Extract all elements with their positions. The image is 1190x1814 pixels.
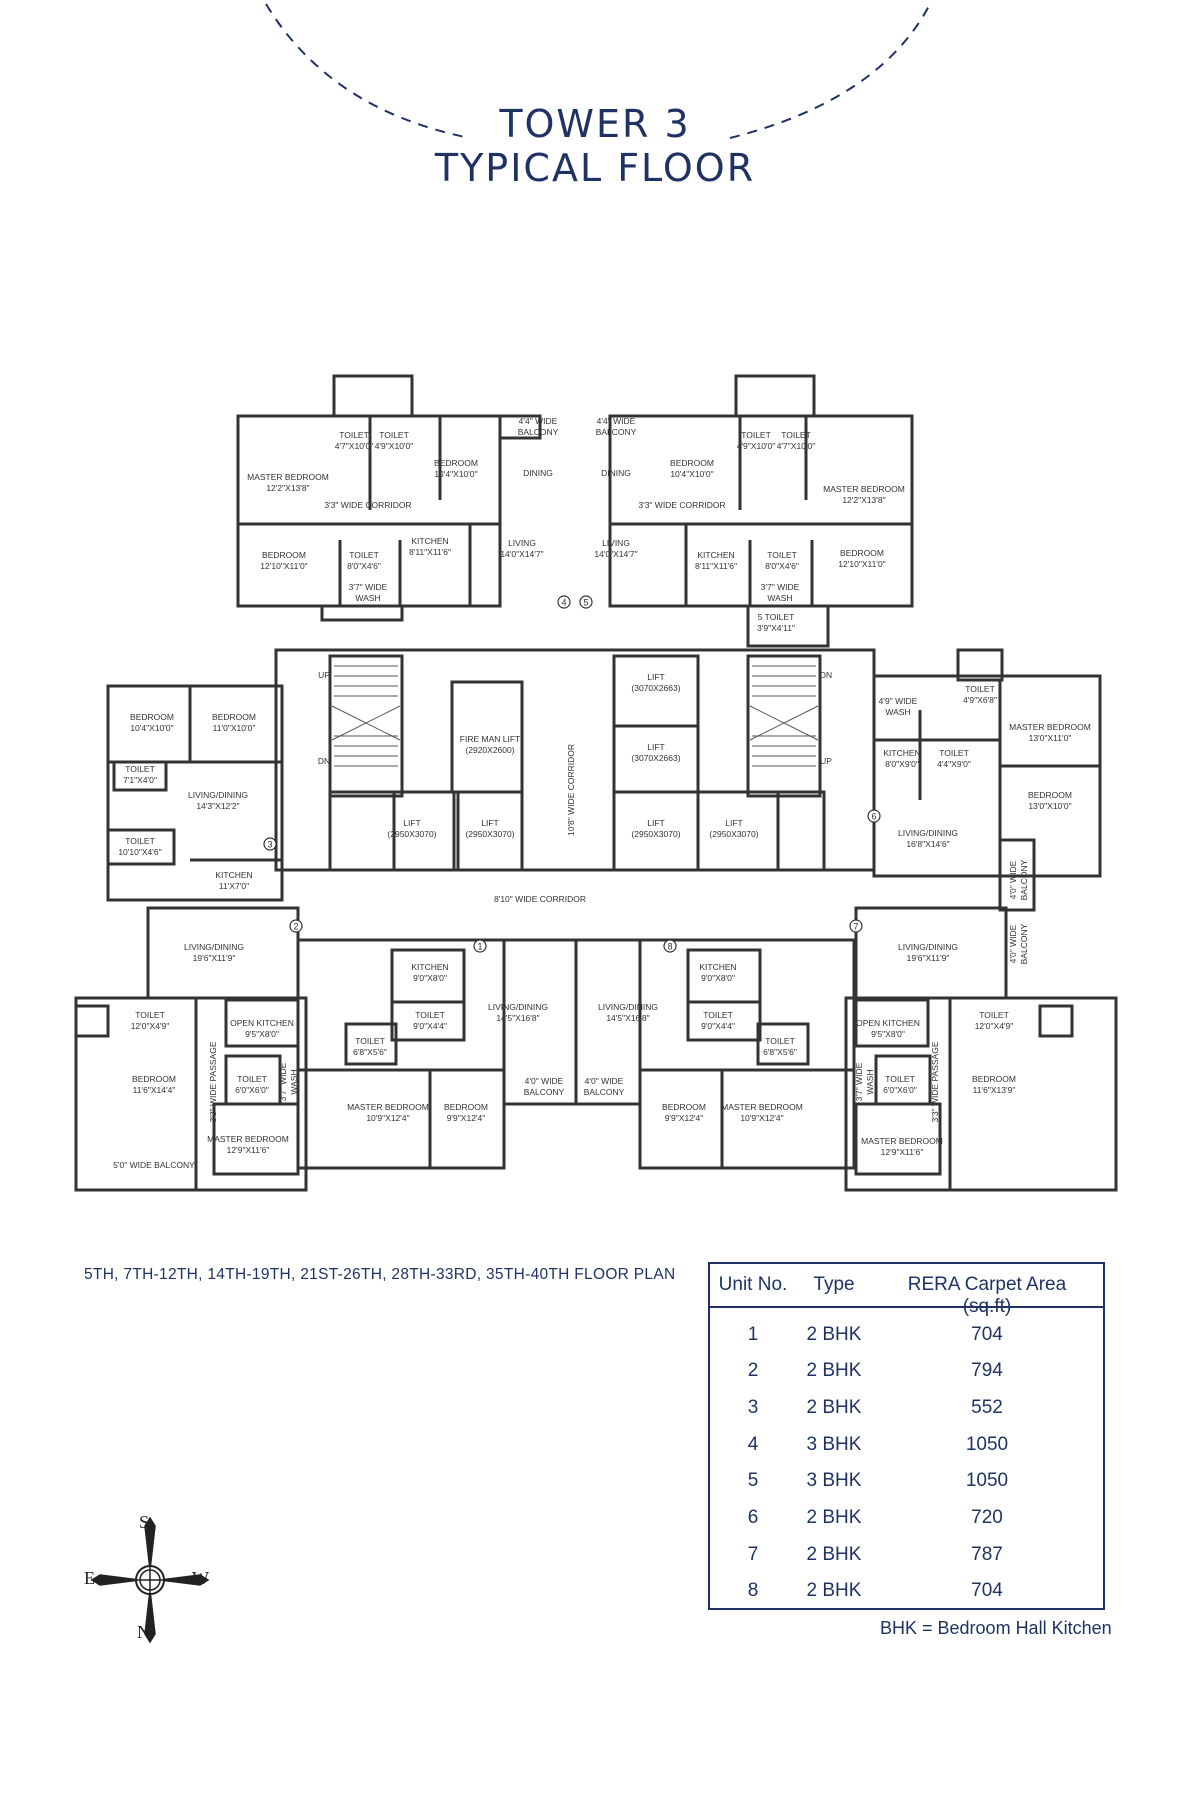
- wall-outlines: [76, 376, 1116, 1190]
- table-header: [710, 1264, 1103, 1317]
- room-label-u1-toilet1: TOILET 9'0"X4'4": [413, 1010, 447, 1031]
- cell-area: 552: [971, 1397, 1003, 1418]
- room-label-u4-master: MASTER BEDROOM 12'2"X13'8": [247, 472, 329, 493]
- unit-marker-8: 8: [667, 941, 673, 952]
- cell-unit: 5: [747, 1470, 759, 1491]
- unit-marker-4: 4: [561, 597, 567, 608]
- col-header-area: RERA Carpet Area (sq.ft): [907, 1274, 1067, 1317]
- cell-area: 787: [971, 1544, 1003, 1565]
- cell-area: 704: [971, 1580, 1003, 1601]
- room-label-core-up-l: UP: [318, 670, 330, 680]
- room-label-u8-master: MASTER BEDROOM 10'9"X12'4": [721, 1102, 803, 1123]
- cell-area: 794: [971, 1360, 1003, 1381]
- compass-right-label: W: [192, 1568, 209, 1588]
- room-label-u1-balcony: 4'0" WIDE BALCONY: [523, 1076, 565, 1097]
- unit-marker-5: 5: [583, 597, 589, 608]
- room-label-core-fireman: FIRE MAN LIFT (2920X2600): [459, 734, 521, 755]
- room-label-u6-living: LIVING/DINING 16'8"X14'6": [898, 828, 958, 849]
- room-label-u7-openkitchen: OPEN KITCHEN 9'5"X8'0": [856, 1018, 920, 1039]
- room-label-core-lift2: LIFT (2950X3070): [465, 818, 515, 839]
- room-label-u5-balcony: 4'4" WIDE BALCONY: [595, 416, 637, 437]
- col-header-unit: Unit No.: [718, 1274, 788, 1295]
- room-label-u5-bedroom1: BEDROOM 10'4"X10'0": [670, 458, 714, 479]
- compass-bottom-label: N: [137, 1622, 150, 1642]
- room-label-u6-toilet2: TOILET 4'4"X9'0": [937, 748, 971, 769]
- room-label-u8-toilet2: TOILET 6'8"X5'6": [763, 1036, 797, 1057]
- room-label-u6-wash: 4'9" WIDE WASH: [878, 696, 918, 717]
- cell-type: 2 BHK: [806, 1397, 862, 1418]
- room-label-core-lift5: LIFT (2950X3070): [631, 818, 681, 839]
- room-label-u4-kitchen: KITCHEN 8'11"X11'6": [408, 536, 452, 557]
- room-label-u5-kitchen: KITCHEN 8'11"X11'6": [694, 550, 738, 571]
- room-label-u8-toilet1: TOILET 9'0"X4'4": [701, 1010, 735, 1031]
- cell-type: 2 BHK: [806, 1544, 862, 1565]
- room-label-u5-living: LIVING 14'0"X14'7": [594, 538, 638, 559]
- floor-list-caption: 5TH, 7TH-12TH, 14TH-19TH, 21ST-26TH, 28TH-33RD, 35TH-40TH FLOOR PLAN: [84, 1266, 676, 1283]
- decorative-arc: [266, 4, 930, 138]
- room-label-u7-bedroom: BEDROOM 11'6"X13'9": [972, 1074, 1016, 1095]
- room-label-u6-kitchen: KITCHEN 8'0"X9'0": [883, 748, 921, 769]
- room-label-u5-dining: DINING: [601, 468, 631, 478]
- room-label-u2-bedroom: BEDROOM 11'6"X14'4": [132, 1074, 176, 1095]
- cell-unit: 8: [747, 1580, 759, 1601]
- table-row: [710, 1391, 1103, 1427]
- unit-marker-7: 7: [853, 921, 859, 932]
- unit-marker-3: 3: [267, 839, 273, 850]
- table-row: [710, 1574, 1103, 1610]
- room-label-u2-passage: 3'3" WIDE PASSAGE: [208, 1041, 218, 1123]
- col-header-type: Type: [813, 1274, 855, 1295]
- table-row: [710, 1318, 1103, 1354]
- room-label-u7-toilet1: TOILET 12'0"X4'9": [974, 1010, 1014, 1031]
- room-label-u2-balcony: 5'0" WIDE BALCONY: [113, 1160, 195, 1170]
- room-label-u8-kitchen: KITCHEN 9'0"X8'0": [699, 962, 737, 983]
- room-label-u6-toilet1: TOILET 4'9"X6'8": [963, 684, 997, 705]
- room-label-u7-balcony: 4'0" WIDEBALCONY: [1008, 923, 1029, 965]
- cell-unit: 6: [747, 1507, 759, 1528]
- room-label-core-lift4: LIFT (3070X2663): [631, 742, 681, 763]
- room-label-u1-master: MASTER BEDROOM 10'9"X12'4": [347, 1102, 429, 1123]
- room-label-u6-balcony: 4'0" WIDEBALCONY: [1008, 859, 1029, 901]
- room-label-u3-kitchen: KITCHEN 11'X7'0": [215, 870, 253, 891]
- cell-area: 720: [971, 1507, 1003, 1528]
- compass-top-label: S: [139, 1512, 150, 1532]
- room-label-u3-toilet2: TOILET 10'10"X4'6": [118, 836, 162, 857]
- room-label-u2-openkitchen: OPEN KITCHEN 9'5"X8'0": [230, 1018, 294, 1039]
- room-label-u5-toilet2: TOILET 4'7"X10'0": [776, 430, 816, 451]
- room-label-u4-living: LIVING 14'0"X14'7": [500, 538, 544, 559]
- room-label-u8-living: LIVING/DINING 14'5"X16'8": [598, 1002, 658, 1023]
- unit-marker-1: 1: [477, 941, 483, 952]
- room-label-u1-living: LIVING/DINING 14'5"X16'8": [488, 1002, 548, 1023]
- table-row: [710, 1464, 1103, 1500]
- cell-unit: 1: [747, 1324, 759, 1345]
- room-label-core-lift6: LIFT (2950X3070): [709, 818, 759, 839]
- room-label-u3-living: LIVING/DINING 14'3"X12'2": [188, 790, 248, 811]
- unit-marker-6: 6: [871, 811, 877, 822]
- room-label-u2-toilet1: TOILET 12'0"X4'9": [130, 1010, 170, 1031]
- room-label-u3-toilet1: TOILET 7'1"X4'0": [123, 764, 157, 785]
- room-label-core-dn-r: DN: [819, 670, 833, 680]
- room-label-u2-living: LIVING/DINING 19'6"X11'9": [184, 942, 244, 963]
- room-label-u7-passage: 3'3" WIDE PASSAGE: [930, 1041, 940, 1123]
- room-label-u3-bedroom1: BEDROOM 10'4"X10'0": [130, 712, 174, 733]
- room-label-u4-balcony: 4'4" WIDE BALCONY: [517, 416, 559, 437]
- room-label-u7-wash: 3'7" WIDEWASH: [854, 1062, 875, 1102]
- cell-type: 2 BHK: [806, 1324, 862, 1345]
- cell-unit: 3: [747, 1397, 759, 1418]
- compass-left-label: E: [84, 1568, 95, 1588]
- room-label-u7-toilet2: TOILET 6'0"X6'0": [883, 1074, 917, 1095]
- room-label-u5-toilet4: 5 TOILET 3'9"X4'11": [757, 612, 795, 633]
- room-label-u4-wash: 3'7" WIDE WASH: [348, 582, 388, 603]
- unit-marker-2: 2: [293, 921, 299, 932]
- room-label-u5-toilet3: TOILET 8'0"X4'6": [765, 550, 799, 571]
- cell-type: 3 BHK: [806, 1434, 862, 1455]
- room-label-u5-toilet1: TOILET 4'9"X10'0": [736, 430, 776, 451]
- room-label-core-corr-h: 8'10" WIDE CORRIDOR: [493, 894, 587, 904]
- room-label-u1-kitchen: KITCHEN 9'0"X8'0": [411, 962, 449, 983]
- room-label-u6-bedroom: BEDROOM 13'0"X10'0": [1028, 790, 1072, 811]
- table-row: [710, 1354, 1103, 1390]
- room-label-core-up-r: UP: [820, 756, 832, 766]
- room-label-u8-bedroom: BEDROOM 9'9"X12'4": [662, 1102, 706, 1123]
- cell-unit: 4: [747, 1434, 759, 1455]
- room-label-u6-master: MASTER BEDROOM 13'0"X11'0": [1009, 722, 1091, 743]
- table-row: [710, 1428, 1103, 1464]
- cell-type: 3 BHK: [806, 1470, 862, 1491]
- table-row: [710, 1501, 1103, 1537]
- room-label-u5-master: MASTER BEDROOM 12'2"X13'8": [823, 484, 905, 505]
- cell-unit: 7: [747, 1544, 759, 1565]
- plan-title-line2: TYPICAL FLOOR: [434, 146, 756, 190]
- room-label-u2-toilet2: TOILET 6'0"X6'0": [235, 1074, 269, 1095]
- room-label-u2-master: MASTER BEDROOM 12'9"X11'6": [207, 1134, 289, 1155]
- room-label-core-corr-v: 10'8" WIDE CORRIDOR: [566, 743, 576, 837]
- room-label-u5-corridor: 3'3" WIDE CORRIDOR: [638, 500, 726, 510]
- room-label-core-lift3: LIFT (3070X2663): [631, 672, 681, 693]
- cell-area: 1050: [965, 1470, 1009, 1491]
- cell-unit: 2: [747, 1360, 759, 1381]
- room-label-u1-bedroom: BEDROOM 9'9"X12'4": [444, 1102, 488, 1123]
- room-label-u4-bedroom1: BEDROOM 10'4"X10'0": [434, 458, 478, 479]
- room-label-core-lift1: LIFT (2950X3070): [387, 818, 437, 839]
- room-label-u5-bedroom2: BEDROOM 12'10"X11'0": [838, 548, 886, 569]
- room-label-u2-wash: 3'7" WIDEWASH: [278, 1062, 299, 1102]
- cell-area: 704: [971, 1324, 1003, 1345]
- room-label-u4-dining: DINING: [523, 468, 553, 478]
- room-label-u4-toilet1: TOILET 4'7"X10'0": [334, 430, 374, 451]
- cell-type: 2 BHK: [806, 1580, 862, 1601]
- room-label-u4-toilet3: TOILET 8'0"X4'6": [347, 550, 381, 571]
- room-label-u1-toilet2: TOILET 6'8"X5'6": [353, 1036, 387, 1057]
- room-label-u4-corridor: 3'3" WIDE CORRIDOR: [324, 500, 412, 510]
- bhk-legend-note: BHK = Bedroom Hall Kitchen: [880, 1618, 1112, 1638]
- room-label-u8-balcony: 4'0" WIDE BALCONY: [583, 1076, 625, 1097]
- room-label-u3-bedroom2: BEDROOM 11'0"X10'0": [212, 712, 256, 733]
- unit-area-table: [708, 1262, 1105, 1610]
- room-label-u4-toilet2: TOILET 4'9"X10'0": [374, 430, 414, 451]
- cell-type: 2 BHK: [806, 1507, 862, 1528]
- room-label-u5-wash: 3'7" WIDE WASH: [760, 582, 800, 603]
- table-row: [710, 1538, 1103, 1574]
- room-label-u7-master: MASTER BEDROOM 12'9"X11'6": [861, 1136, 943, 1157]
- room-label-core-dn-l: DN: [317, 756, 331, 766]
- cell-type: 2 BHK: [806, 1360, 862, 1381]
- room-label-u7-living: LIVING/DINING 19'6"X11'9": [898, 942, 958, 963]
- room-label-u4-bedroom2: BEDROOM 12'10"X11'0": [260, 550, 308, 571]
- plan-title-line1: TOWER 3: [499, 102, 691, 146]
- cell-area: 1050: [965, 1434, 1009, 1455]
